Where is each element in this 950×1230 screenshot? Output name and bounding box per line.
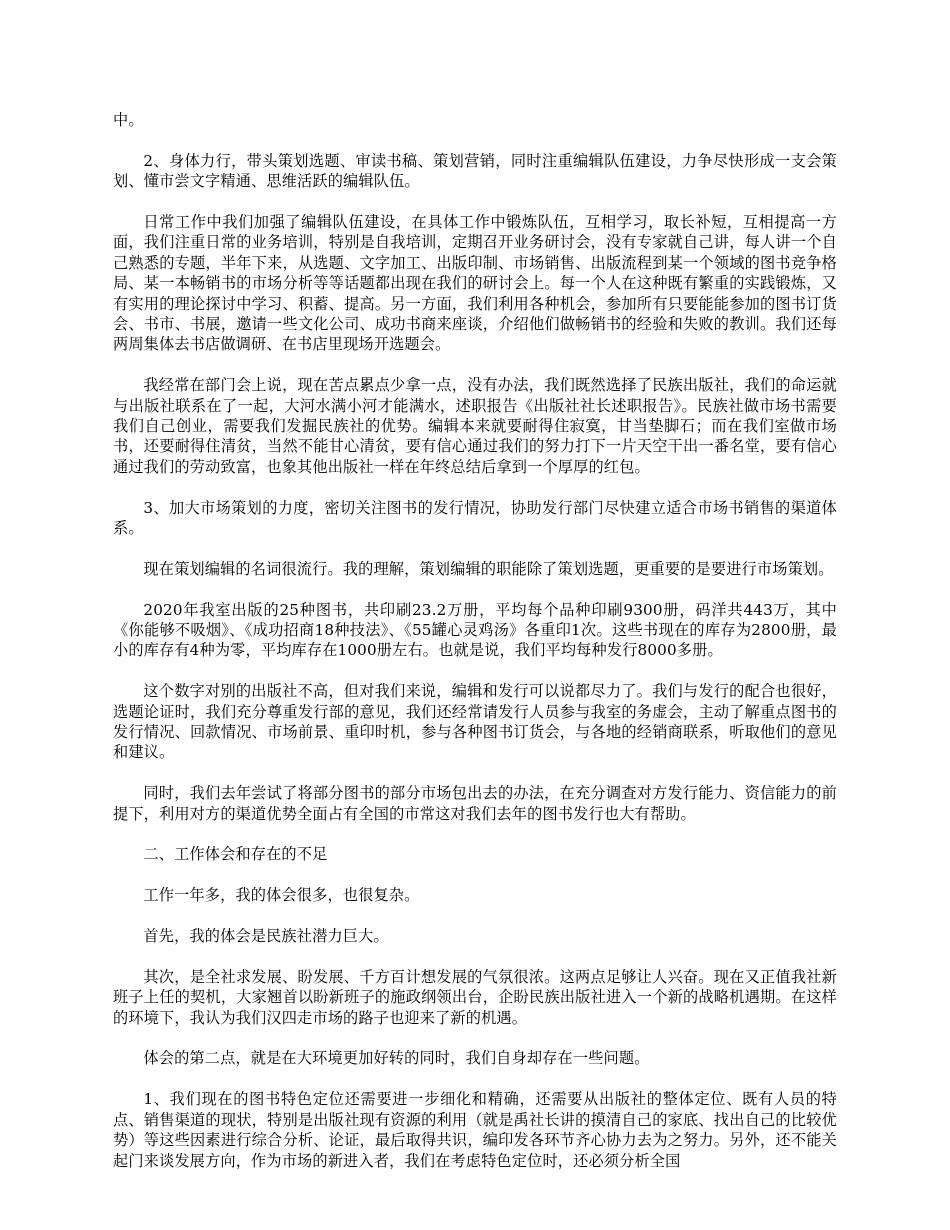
section-heading: 二、工作体会和存在的不足 [143,845,328,864]
paragraph: 3、加大市场策划的力度，密切关注图书的发行情况，协助发行部门尽快建立适合市场书销售的渠道体系。 [113,498,837,538]
paragraph: 中。 [113,111,144,129]
paragraph: 首先，我的体会是民族社潜力巨大。 [143,927,389,946]
paragraph: 现在策划编辑的名词很流行。我的理解，策划编辑的职能除了策划选题，更重要的是要进行市场策划。 [143,559,834,578]
paragraph: 这个数字对别的出版社不高，但对我们来说，编辑和发行可以说都尽力了。我们与发行的配合也很好，选题论证时，我们充分尊重发行部的意见，我们还经常请发行人员参与我室的务虚会，主动了解重点图书的发行情况、回款情况、市场前景、重印时机，参与各种图书订货会，与各地的经销商联系，听取他们的意见和建议。 [113,682,837,762]
paragraph: 1、我们现在的图书特色定位还需要进一步细化和精确，还需要从出版社的整体定位、既有人员的特点、销售渠道的现状，特别是出版社现有资源的利用（就是禹社长讲的摸清自己的家底、找出自己的比较优势）等这些因素进行综合分析、论证，最后取得共识，编印发各环节齐心协力去为之努力。另外，还不能关起门来谈发展方向，作为市场的新进入者，我们在考虑特色定位时，还必须分析全国 [113,1090,837,1170]
paragraph: 我经常在部门会上说，现在苦点累点少拿一点，没有办法，我们既然选择了民族出版社，我们的命运就与出版社联系在了一起，大河水满小河才能满水，述职报告《出版社社长述职报告》。民族社做市场书需要我们自己创业，需要我们发掘民族社的优势。编辑本来就要耐得住寂寞，甘当垫脚石；而在我们室做市场书，还要耐得住清贫，当然不能甘心清贫，要有信心通过我们的努力打下一片天空干出一番名堂，要有信心通过我们的劳动致富，也象其他出版社一样在年终总结后拿到一个厚厚的红包。 [113,376,837,476]
paragraph: 体会的第二点，就是在大环境更加好转的同时，我们自身却存在一些问题。 [143,1049,650,1068]
paragraph: 其次，是全社求发展、盼发展、千方百计想发展的气氛很浓。这两点足够让人兴奋。现在又正值我社新班子上任的契机，大家翘首以盼新班子的施政纲领出台，企盼民族出版社进入一个新的战略机遇期。在这样的环境下，我认为我们汉四走市场的路子也迎来了新的机遇。 [113,967,837,1027]
document-body [113,110,837,1191]
paragraph: 工作一年多，我的体会很多，也很复杂。 [143,886,420,905]
paragraph: 2、身体力行，带头策划选题、审读书稿、策划营销，同时注重编辑队伍建设，力争尽快形成一支会策划、懂市尝文字精通、思维活跃的编辑队伍。 [113,151,837,191]
paragraph: 2020年我室出版的25种图书，共印刷23.2万册，平均每个品种印刷9300册，码洋共443万，其中《你能够不吸烟》、《成功招商18种技法》、《55罐心灵鸡汤》各重印1次。这些书现在的库存为2800册，最小的库存有4种为零，平均库存在1000册左右。也就是说，我们平均每种发行8000多册。 [113,600,837,660]
paragraph: 同时，我们去年尝试了将部分图书的部分市场包出去的办法，在充分调查对方发行能力、资信能力的前提下，利用对方的渠道优势全面占有全国的市常这对我们去年的图书发行也大有帮助。 [113,784,837,823]
paragraph: 日常工作中我们加强了编辑队伍建设，在具体工作中锻炼队伍，互相学习，取长补短，互相提高一方面，我们注重日常的业务培训，特别是自我培训，定期召开业务研讨会，没有专家就自己讲，每人讲一个自己熟悉的专题，半年下来，从选题、文字加工、出版印制、市场销售、出版流程到某一个领域的图书竞争格局、某一本畅销书的市场分析等等话题都出现在我们的研讨会上。每一个人在这种既有繁重的实践锻炼，又有实用的理论探讨中学习、积蓄、提高。另一方面，我们利用各种机会，参加所有只要能能参加的图书订货会、书市、书展，邀请一些文化公司、成功书商来座谈，介绍他们做畅销书的经验和失败的教训。我们还每两周集体去书店做调研、在书店里现场开选题会。 [113,213,837,354]
